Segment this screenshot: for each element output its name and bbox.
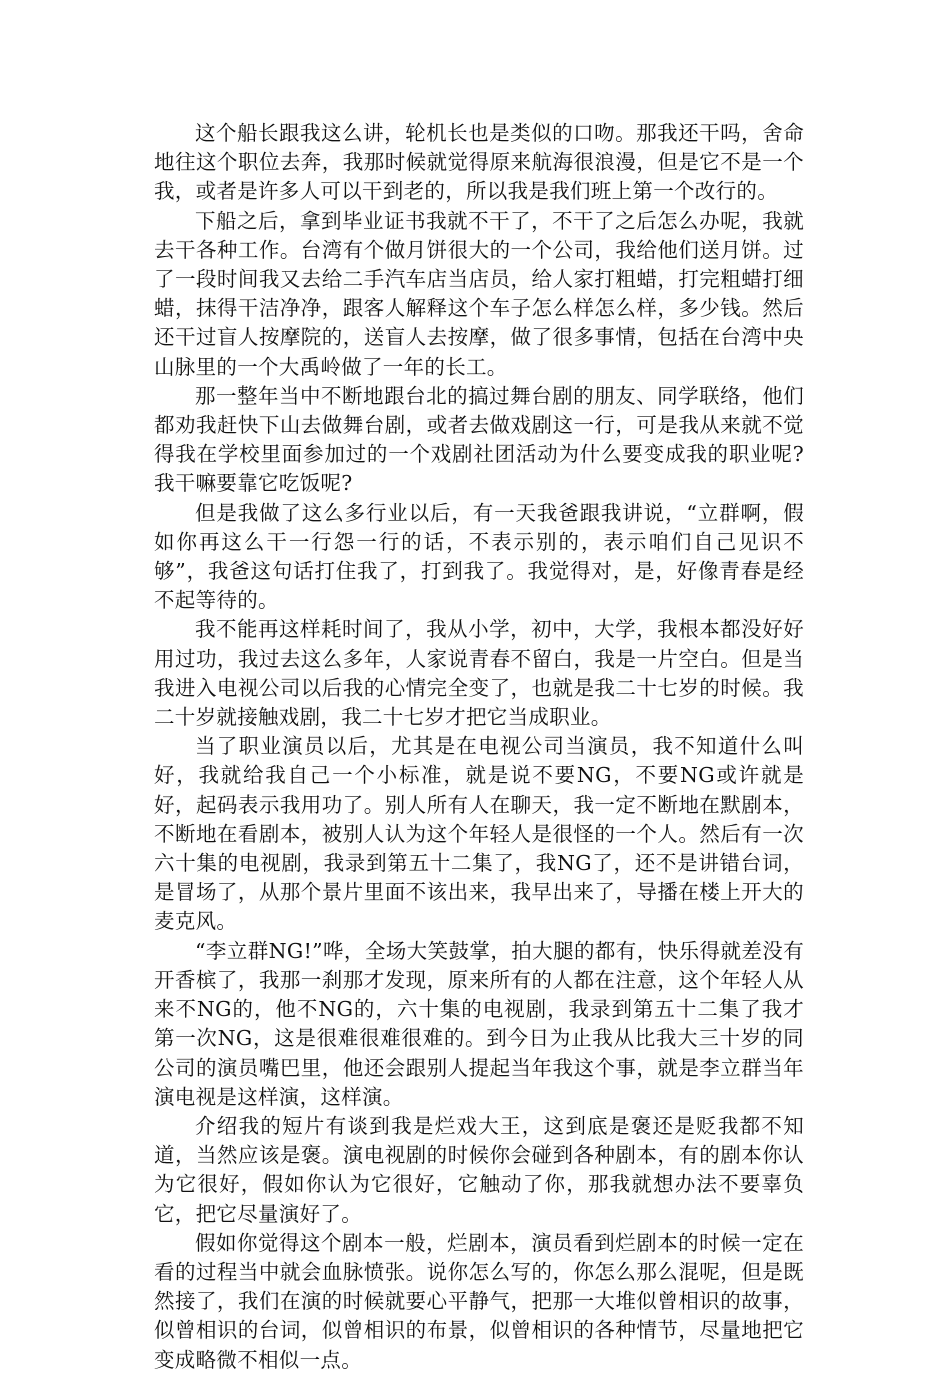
paragraph: 但是我做了这么多行业以后，有一天我爸跟我讲说，“立群啊，假如你再这么干一行怨一行的话，不表示别的，表示咱们自己见识不够”，我爸这句话打住我了，打到我了。我觉得对，是，好像青春是经不起等待的。 [154,500,804,613]
document-body [154,119,804,1375]
paragraph: 这个船长跟我这么讲，轮机长也是类似的口吻。那我还干吗，舍命地往这个职位去奔，我那时候就觉得原来航海很浪漫，但是它不是一个我，或者是许多人可以干到老的，所以我是我们班上第一个改行的。 [154,121,804,204]
paragraph: 我不能再这样耗时间了，我从小学，初中，大学，我根本都没好好用过功，我过去这么多年，人家说青春不留白，我是一片空白。但是当我进入电视公司以后我的心情完全变了，也就是我二十七岁的时候。我二十岁就接触戏剧，我二十七岁才把它当成职业。 [154,617,804,730]
paragraph: “李立群NG!”哗，全场大笑鼓掌，拍大腿的都有，快乐得就差没有开香槟了，我那一刹那才发现，原来所有的人都在注意，这个年轻人从来不NG的，他不NG的，六十集的电视剧，我录到第五十二集了我才第一次NG，这是很难很难很难的。到今日为止我从比我大三十岁的同公司的演员嘴巴里，他还会跟别人提起当年我这个事，就是李立群当年演电视是这样演，这样演。 [154,938,804,1109]
paragraph: 假如你觉得这个剧本一般，烂剧本，演员看到烂剧本的时候一定在看的过程当中就会血脉愤张。说你怎么写的，你怎么那么混呢，但是既然接了，我们在演的时候就要心平静气，把那一大堆似曾相识的故事，似曾相识的台词，似曾相识的布景，似曾相识的各种情节，尽量地把它变成略微不相似一点。 [154,1230,804,1372]
paragraph: 当了职业演员以后，尤其是在电视公司当演员，我不知道什么叫好，我就给我自己一个小标准，就是说不要NG，不要NG或许就是好，起码表示我用功了。别人所有人在聊天，我一定不断地在默剧本，不断地在看剧本，被别人认为这个年轻人是很怪的一个人。然后有一次六十集的电视剧，我录到第五十二集了，我NG了，还不是讲错台词，是冒场了，从那个景片里面不该出来，我早出来了，导播在楼上开大的麦克风。 [154,734,804,934]
paragraph: 下船之后，拿到毕业证书我就不干了，不干了之后怎么办呢，我就去干各种工作。台湾有个做月饼很大的一个公司，我给他们送月饼。过了一段时间我又去给二手汽车店当店员，给人家打粗蜡，打完粗蜡打细蜡，抹得干洁净净，跟客人解释这个车子怎么样怎么样，多少钱。然后还干过盲人按摩院的，送盲人去按摩，做了很多事情，包括在台湾中央山脉里的一个大禹岭做了一年的长工。 [154,208,804,379]
paragraph: 介绍我的短片有谈到我是烂戏大王，这到底是褒还是贬我都不知道，当然应该是褒。演电视剧的时候你会碰到各种剧本，有的剧本你认为它很好，假如你认为它很好，它触动了你，那我就想办法不要辜负它，把它尽量演好了。 [154,1113,804,1226]
paragraph: 那一整年当中不断地跟台北的搞过舞台剧的朋友、同学联络，他们都劝我赶快下山去做舞台剧，或者去做戏剧这一行，可是我从来就不觉得我在学校里面参加过的一个戏剧社团活动为什么要变成我的职业呢?我干嘛要靠它吃饭呢? [154,383,804,496]
